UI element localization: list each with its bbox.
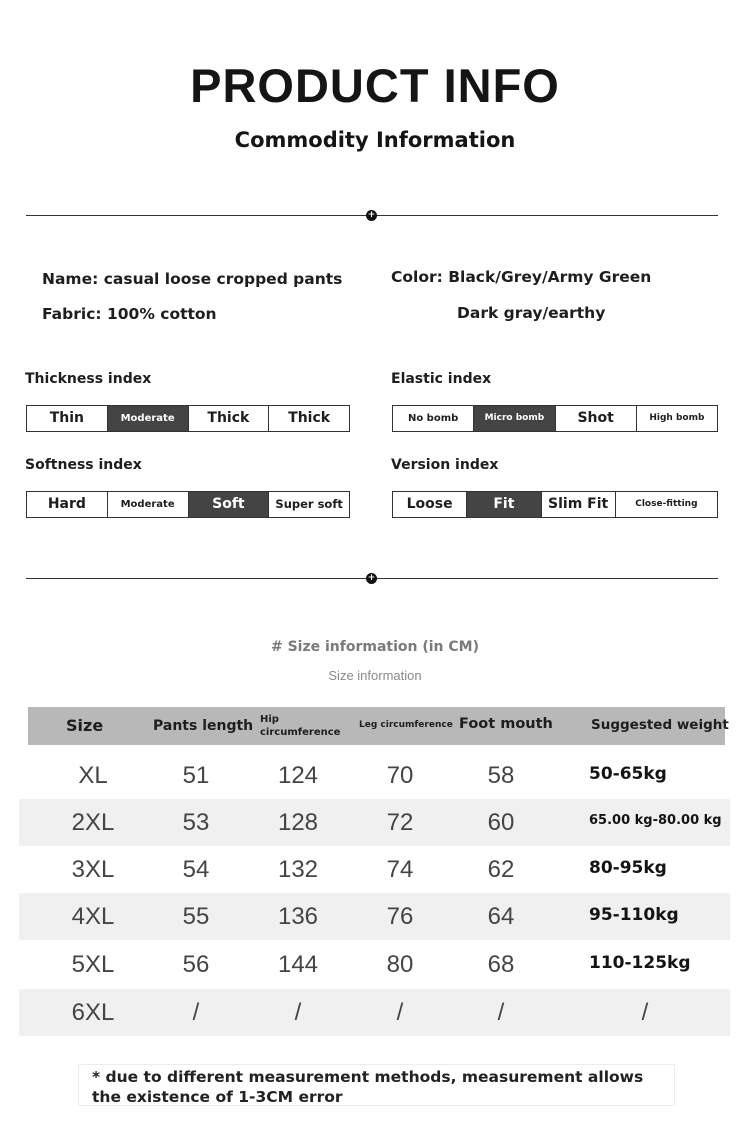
elastic-option-no-bomb: No bomb xyxy=(393,406,474,431)
elastic-option-micro-bomb: Micro bomb xyxy=(474,406,555,431)
product-fabric: Fabric: 100% cotton xyxy=(42,305,217,323)
version-option-fit: Fit xyxy=(467,492,541,517)
header-foot-mouth: Foot mouth xyxy=(459,716,553,732)
cell-hip: 124 xyxy=(277,762,319,789)
softness-index-bar xyxy=(26,491,350,518)
divider-plus-icon: + xyxy=(367,573,376,583)
header-hip-circumference: Hip circumference xyxy=(260,714,341,738)
thickness-option-thick: Thick xyxy=(189,406,270,431)
cell-pants-length: 54 xyxy=(182,856,210,883)
size-section-title: # Size information (in CM) xyxy=(270,639,479,655)
cell-size: 4XL xyxy=(71,903,115,930)
thickness-option-moderate: Moderate xyxy=(108,406,189,431)
table-row xyxy=(19,989,730,1036)
cell-foot: 68 xyxy=(487,951,515,978)
cell-foot: 64 xyxy=(487,903,515,930)
table-row xyxy=(19,846,730,893)
cell-size: XL xyxy=(78,762,108,789)
cell-weight: 110-125kg xyxy=(589,953,691,973)
thickness-option-thick-2: Thick xyxy=(269,406,349,431)
softness-option-moderate: Moderate xyxy=(108,492,189,517)
divider-plus-icon: + xyxy=(367,210,376,220)
measurement-note xyxy=(78,1064,675,1106)
table-row xyxy=(19,941,730,988)
softness-option-soft: Soft xyxy=(189,492,270,517)
product-name: Name: casual loose cropped pants xyxy=(42,270,343,288)
version-index-bar xyxy=(392,491,718,518)
cell-weight: 50-65kg xyxy=(589,764,667,784)
cell-leg: 70 xyxy=(386,762,414,789)
thickness-index-bar xyxy=(26,405,350,432)
header-pants-length: Pants length xyxy=(153,718,254,734)
cell-leg: / xyxy=(396,999,404,1026)
page-subtitle: Commodity Information xyxy=(234,128,516,152)
product-color-extra: Dark gray/earthy xyxy=(457,304,606,322)
cell-leg: 80 xyxy=(386,951,414,978)
softness-index-label: Softness index xyxy=(25,457,142,473)
cell-foot: 58 xyxy=(487,762,515,789)
product-color: Color: Black/Grey/Army Green xyxy=(391,268,652,286)
softness-option-super-soft: Super soft xyxy=(269,492,349,517)
cell-pants-length: 51 xyxy=(182,762,210,789)
elastic-index-label: Elastic index xyxy=(391,371,492,387)
cell-pants-length: 53 xyxy=(182,809,210,836)
cell-weight: 65.00 kg-80.00 kg xyxy=(589,813,722,828)
elastic-option-high-bomb: High bomb xyxy=(637,406,717,431)
cell-hip: 144 xyxy=(277,951,319,978)
cell-pants-length: 55 xyxy=(182,903,210,930)
note-line-2: the existence of 1-3CM error xyxy=(92,1088,343,1106)
cell-weight: 80-95kg xyxy=(589,858,667,878)
table-row xyxy=(19,799,730,846)
cell-hip: 136 xyxy=(277,903,319,930)
cell-size: 2XL xyxy=(71,809,115,836)
table-row xyxy=(19,893,730,940)
cell-pants-length: 56 xyxy=(182,951,210,978)
cell-leg: 72 xyxy=(386,809,414,836)
cell-size: 5XL xyxy=(71,951,115,978)
elastic-option-shot: Shot xyxy=(556,406,637,431)
cell-foot: 62 xyxy=(487,856,515,883)
cell-hip: / xyxy=(294,999,302,1026)
cell-weight: / xyxy=(641,999,649,1026)
page-title: PRODUCT INFO xyxy=(190,59,560,112)
cell-pants-length: / xyxy=(192,999,200,1026)
cell-hip: 128 xyxy=(277,809,319,836)
cell-weight: 95-110kg xyxy=(589,905,679,925)
size-table-header xyxy=(28,707,729,745)
cell-leg: 74 xyxy=(386,856,414,883)
cell-foot: / xyxy=(497,999,505,1026)
cell-hip: 132 xyxy=(277,856,319,883)
header-leg-circumference: Leg circumference xyxy=(359,720,453,730)
thickness-option-thin: Thin xyxy=(27,406,108,431)
cell-size: 6XL xyxy=(71,999,115,1026)
table-row xyxy=(19,752,730,799)
thickness-index-label: Thickness index xyxy=(25,371,152,387)
header-suggested-weight: Suggested weight xyxy=(591,717,729,733)
size-section-subtitle: Size information xyxy=(328,668,422,683)
version-option-slim-fit: Slim Fit xyxy=(542,492,616,517)
cell-size: 3XL xyxy=(71,856,115,883)
cell-foot: 60 xyxy=(487,809,515,836)
header-size: Size xyxy=(66,716,104,735)
cell-leg: 76 xyxy=(386,903,414,930)
note-line-1: * due to different measurement methods, measurement allows xyxy=(92,1068,644,1086)
version-index-label: Version index xyxy=(391,457,499,473)
version-option-loose: Loose xyxy=(393,492,467,517)
version-option-close-fitting: Close-fitting xyxy=(616,492,717,517)
elastic-index-bar xyxy=(392,405,718,432)
softness-option-hard: Hard xyxy=(27,492,108,517)
